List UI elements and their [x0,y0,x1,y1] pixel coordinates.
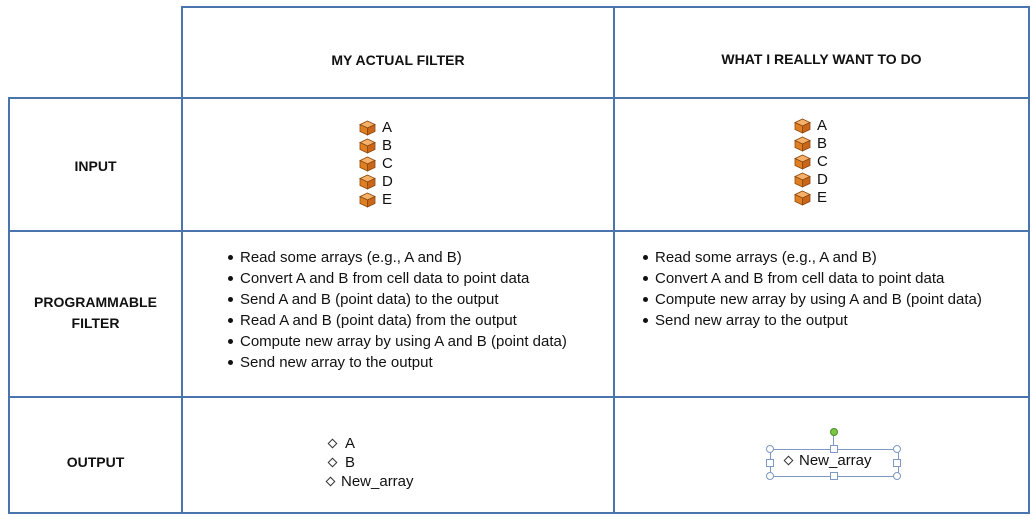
filter-step [643,310,982,331]
grid-line-input-bottom [8,230,1029,232]
filter-step [228,331,567,352]
grid-line-header-bottom [8,97,1029,99]
row-label-programmable: PROGRAMMABLE [34,294,157,310]
input-array-item [794,171,828,189]
cube-icon [359,120,376,136]
grid-line-top-right [613,6,1029,8]
resize-handle-left[interactable] [766,459,774,467]
input-array-label: A [382,119,393,136]
row-label-programmable-filter [10,292,181,334]
grid-line-col1 [181,6,183,514]
bullet-icon [643,276,648,281]
cube-icon [359,156,376,172]
filter-step-text: Read some arrays (e.g., A and B) [655,249,877,266]
output-array-item [327,434,414,453]
output-array-label: New_array [341,473,414,490]
cube-icon [794,118,811,134]
filter-step [643,289,982,310]
row-label-input: INPUT [74,158,117,174]
cube-icon [794,154,811,170]
bullet-icon [643,297,648,302]
output-array-label: B [345,454,356,471]
resize-handle-bottom-left[interactable] [766,472,774,480]
input-array-label: C [382,155,393,172]
bullet-icon [643,255,648,260]
grid-line-top [181,6,614,8]
bullet-icon [228,297,233,302]
filter-step [643,268,982,289]
input-array-label: E [817,189,828,206]
bullet-icon [228,360,233,365]
row-label-output: OUTPUT [66,454,125,470]
filter-steps-want [643,247,982,331]
filter-step-text: Read A and B (point data) from the output [240,312,517,329]
header-actual-filter: MY ACTUAL FILTER [331,52,465,68]
filter-step [228,352,567,373]
resize-handle-top-right[interactable] [893,445,901,453]
filter-step [228,247,567,268]
cube-icon [359,192,376,208]
cube-icon [794,190,811,206]
cube-icon [794,136,811,152]
input-array-item [359,155,393,173]
input-array-item [794,153,828,171]
filter-step-text: Compute new array by using A and B (point data) [655,291,982,308]
filter-step [228,268,567,289]
output-array-label: A [345,435,356,452]
filter-step [228,310,567,331]
input-array-list-want [794,117,828,207]
diamond-icon [784,456,794,466]
input-array-label: C [817,153,828,170]
cube-icon [359,138,376,154]
diamond-icon [326,477,336,487]
filter-step-text: Convert A and B from cell data to point data [240,270,530,287]
diamond-icon [328,458,338,468]
input-array-item [359,119,393,137]
output-array-item[interactable] [785,452,872,469]
filter-step [228,289,567,310]
header-what-i-want: WHAT I REALLY WANT TO DO [721,51,922,67]
bullet-icon [228,276,233,281]
grid-line-col2 [613,6,615,514]
output-array-item [327,453,414,472]
bullet-icon [228,318,233,323]
input-array-label: B [817,135,828,152]
filter-step-text: Send new array to the output [655,312,848,329]
grid-line-bottom [8,512,1029,514]
input-array-item [794,189,828,207]
diamond-icon [328,439,338,449]
filter-step-text: Convert A and B from cell data to point data [655,270,945,287]
grid-line-filter-bottom [8,396,1029,398]
input-array-item [359,191,393,209]
input-array-label: B [382,137,393,154]
bullet-icon [228,255,233,260]
output-array-list-actual [327,434,414,491]
resize-handle-top-left[interactable] [766,445,774,453]
rotate-handle[interactable] [830,428,838,436]
input-array-item [359,173,393,191]
input-array-item [794,135,828,153]
resize-handle-right[interactable] [893,459,901,467]
cube-icon [359,174,376,190]
output-array-label: New_array [799,452,872,469]
resize-handle-bottom[interactable] [830,472,838,480]
filter-step-text: Compute new array by using A and B (point data) [240,333,567,350]
input-array-label: A [817,117,828,134]
resize-handle-bottom-right[interactable] [893,472,901,480]
filter-step-text: Send A and B (point data) to the output [240,291,499,308]
input-array-label: E [382,191,393,208]
input-array-label: D [817,171,828,188]
input-array-label: D [382,173,393,190]
input-array-list-actual [359,119,393,209]
filter-step-text: Read some arrays (e.g., A and B) [240,249,462,266]
filter-step-text: Send new array to the output [240,354,433,371]
input-array-item [794,117,828,135]
row-label-filter: FILTER [71,315,120,331]
filter-step [643,247,982,268]
filter-steps-actual [228,247,567,373]
bullet-icon [228,339,233,344]
output-array-item [327,472,414,491]
input-array-item [359,137,393,155]
grid-line-right [1028,6,1030,514]
cube-icon [794,172,811,188]
bullet-icon [643,318,648,323]
